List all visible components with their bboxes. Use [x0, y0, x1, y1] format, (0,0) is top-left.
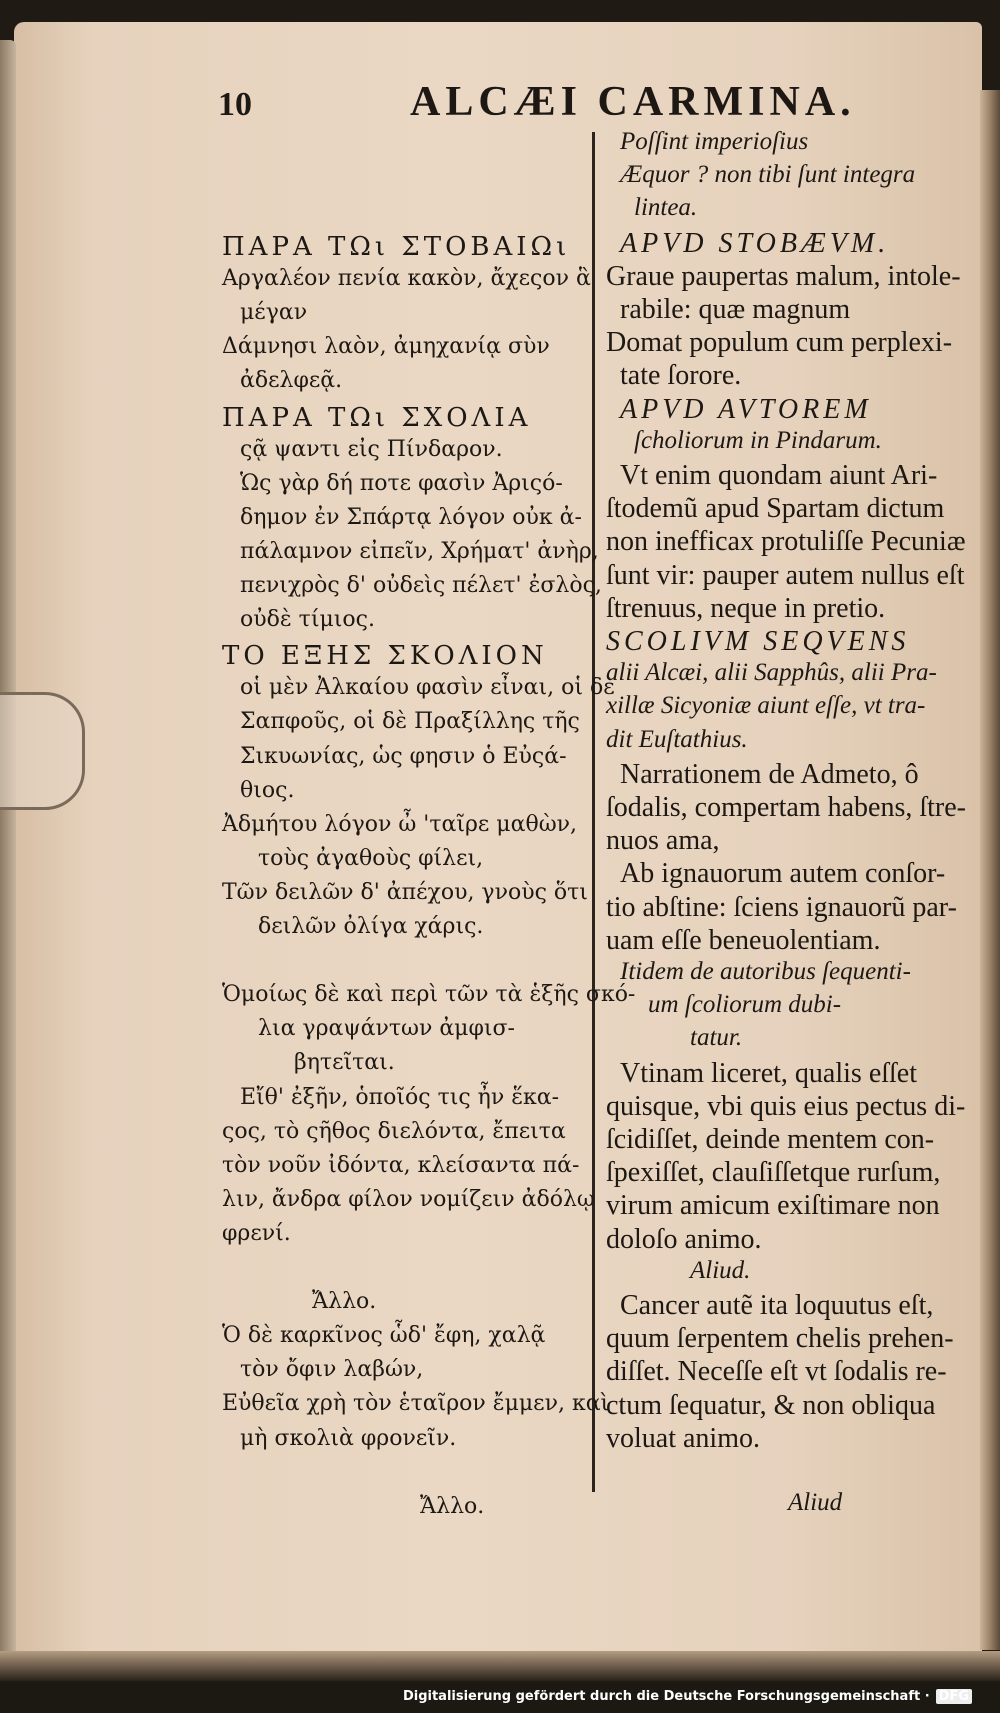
- latin-line: tatur.: [690, 1024, 743, 1052]
- latin-line: ſtodemũ apud Spartam dictum: [606, 493, 945, 525]
- latin-line: non inefficax protuliſſe Pecuniæ: [606, 526, 966, 558]
- latin-line: tate ſorore.: [620, 360, 742, 392]
- book-gutter-left: [0, 40, 16, 1660]
- greek-line: Σαπφοῦς, οἱ δὲ Πραξίλλης τῆς: [240, 709, 580, 735]
- greek-line: λιν, ἄνδρα φίλον νομίζειν ἀδόλῳ: [222, 1186, 595, 1212]
- greek-line: τὸν ὄφιν λαβών,: [240, 1357, 424, 1383]
- greek-line: Ὡς γὰρ δή ποτε φασὶν Ἀριςό-: [240, 470, 563, 496]
- footer-credit-text: Digitalisierung gefördert durch die Deutsche Forschungsgemeinschaft ·: [402, 1689, 930, 1704]
- latin-line: Narrationem de Admeto, ô: [620, 758, 919, 790]
- latin-line: Poſſint imperioſius: [620, 128, 809, 155]
- greek-line: ἀδελφεᾷ.: [240, 368, 343, 394]
- greek-line: βητεῖται.: [294, 1050, 395, 1076]
- greek-line: Ὁμοίως δὲ καὶ περὶ τῶν τὰ ἑξῆς σκό-: [222, 982, 636, 1008]
- greek-line: Ἄλλο.: [420, 1493, 485, 1519]
- greek-line: Δάμνησι λαὸν, ἀμηχανίᾳ σὺν: [222, 334, 550, 360]
- greek-line: Τῶν δειλῶν δ' ἀπέχου, γνοὺς ὅτι: [222, 879, 588, 905]
- page-number: 10: [218, 86, 252, 123]
- latin-line: voluat animo.: [606, 1422, 760, 1454]
- greek-heading: ΠΑΡΑ ΤΩι ΣΤΟΒΑΙΩι: [222, 232, 571, 262]
- greek-line: θιος.: [240, 777, 295, 803]
- greek-line: πενιχρὸς δ' οὐδεὶς πέλετ' ἐσλὸς,: [240, 573, 602, 598]
- greek-line: τὸν νοῦν ἰδόντα, κλείσαντα πά-: [222, 1152, 580, 1178]
- greek-line: μὴ σκολιὰ φρονεῖν.: [240, 1425, 457, 1451]
- greek-line: Σικυωνίας, ὡς φησιν ὁ Εὐςά-: [240, 743, 567, 769]
- latin-line: Graue paupertas malum, intole-: [606, 260, 961, 292]
- greek-line: ςος, τὸ ςῆθος διελόντα, ἔπειτα: [222, 1118, 566, 1144]
- latin-line: ſunt vir: pauper autem nullus eſt: [606, 559, 965, 591]
- latin-line: xillæ Sicyoniæ aiunt eſſe, vt tra-: [606, 692, 926, 720]
- greek-line: δειλῶν ὀλίγα χάρις.: [258, 914, 484, 939]
- greek-line: δημον ἐν Σπάρτᾳ λόγον οὐκ ἀ-: [240, 504, 582, 530]
- latin-line: Itidem de autoribus ſequenti-: [620, 958, 911, 985]
- column-divider: [592, 132, 595, 1492]
- latin-line: dit Euſtathius.: [606, 725, 748, 753]
- latin-line: doloſo animo.: [606, 1223, 762, 1255]
- greek-line: οὐδὲ τίμιος.: [240, 607, 375, 633]
- greek-line: Ἄλλο.: [312, 1289, 377, 1315]
- latin-line: alii Alcæi, alii Sapphûs, alii Pra-: [606, 659, 937, 687]
- latin-line: ſtrenuus, neque in pretio.: [606, 592, 886, 624]
- greek-line: Εὐθεῖα χρὴ τὸν ἑταῖρον ἔμμεν, καὶ: [222, 1391, 610, 1417]
- latin-line: Vtinam liceret, qualis eſſet: [620, 1057, 918, 1089]
- greek-line: φρενί.: [222, 1220, 291, 1246]
- greek-heading: ΤΟ ΕΞΗΣ ΣΚΟΛΙΟΝ: [222, 641, 548, 672]
- latin-line: diſſet. Neceſſe eſt vt ſodalis re-: [606, 1356, 947, 1388]
- greek-line: οἱ μὲν Ἀλκαίου φασὶν εἶναι, οἱ δὲ: [240, 675, 616, 701]
- latin-line: lintea.: [634, 194, 698, 222]
- latin-line: uam eſſe beneuolentiam.: [606, 924, 881, 956]
- latin-line: Aliud: [788, 1489, 843, 1517]
- greek-line: Ὁ δὲ καρκῖνος ὧδ' ἔφη, χαλᾷ: [222, 1323, 546, 1349]
- latin-line: Aliud.: [690, 1256, 751, 1284]
- latin-line: nuos ama,: [606, 825, 720, 857]
- latin-line: um ſcoliorum dubi-: [648, 991, 842, 1019]
- latin-line: Domat populum cum perplexi-: [606, 327, 953, 359]
- greek-line: Εἴθ' ἐξῆν, ὁποῖός τις ἦν ἕκα-: [240, 1084, 560, 1110]
- latin-line: rabile: quæ magnum: [620, 294, 851, 325]
- greek-line: Αργαλέον πενία κακὸν, ἄχεςον ἃ: [222, 266, 591, 292]
- latin-heading: APVD STOBÆVM.: [620, 227, 890, 259]
- latin-line: ſcholiorum in Pindarum.: [634, 426, 882, 454]
- latin-line: ſpexiſſet, clauſiſſetque rurſum,: [606, 1157, 941, 1189]
- latin-line: Æquor ? non tibi ſunt integra: [620, 161, 916, 189]
- latin-heading: SCOLIVM SEQVENS: [606, 626, 910, 657]
- page-clip: [0, 692, 85, 810]
- latin-line: ſodalis, compertam habens, ſtre-: [606, 792, 966, 823]
- greek-line: λια γραψάντων ἀμφισ-: [258, 1016, 515, 1042]
- footer-bar: [0, 1683, 1000, 1713]
- latin-line: ctum ſequatur, & non obliqua: [606, 1389, 936, 1421]
- latin-line: quisque, vbi quis eius pectus di-: [606, 1090, 966, 1122]
- running-title: ALCÆI CARMINA.: [410, 79, 856, 125]
- dfg-logo: DFG: [936, 1689, 972, 1704]
- greek-line: ςᾷ ψαντι εἰς Πίνδαρον.: [240, 436, 503, 462]
- latin-line: Ab ignauorum autem conſor-: [620, 858, 946, 890]
- greek-line: μέγαν: [240, 300, 308, 326]
- latin-line: quum ſerpentem chelis prehen-: [606, 1323, 954, 1355]
- latin-line: ſcidiſſet, deinde mentem con-: [606, 1124, 935, 1155]
- latin-line: virum amicum exiſtimare non: [606, 1190, 940, 1222]
- latin-line: tio abſtine: ſciens ignauorũ par-: [606, 891, 957, 923]
- greek-line: τοὺς ἀγαθοὺς φίλει,: [258, 845, 484, 871]
- greek-heading: ΠΑΡΑ ΤΩι ΣΧΟΛΙΑ: [222, 402, 532, 433]
- latin-line: Vt enim quondam aiunt Ari-: [620, 460, 938, 491]
- latin-line: Cancer autẽ ita loquutus eſt,: [620, 1290, 934, 1321]
- greek-line: Ἀδμήτου λόγον ὦ 'ταῖρε μαθὼν,: [222, 811, 578, 837]
- book-edge-right: [980, 90, 1000, 1650]
- greek-line: πάλαμνον εἰπεῖν, Χρήματ' ἀνὴρ,: [240, 538, 599, 564]
- book-edge-bottom: [0, 1651, 1000, 1681]
- latin-heading: APVD AVTOREM: [620, 393, 872, 425]
- footer-credit: [403, 1689, 972, 1704]
